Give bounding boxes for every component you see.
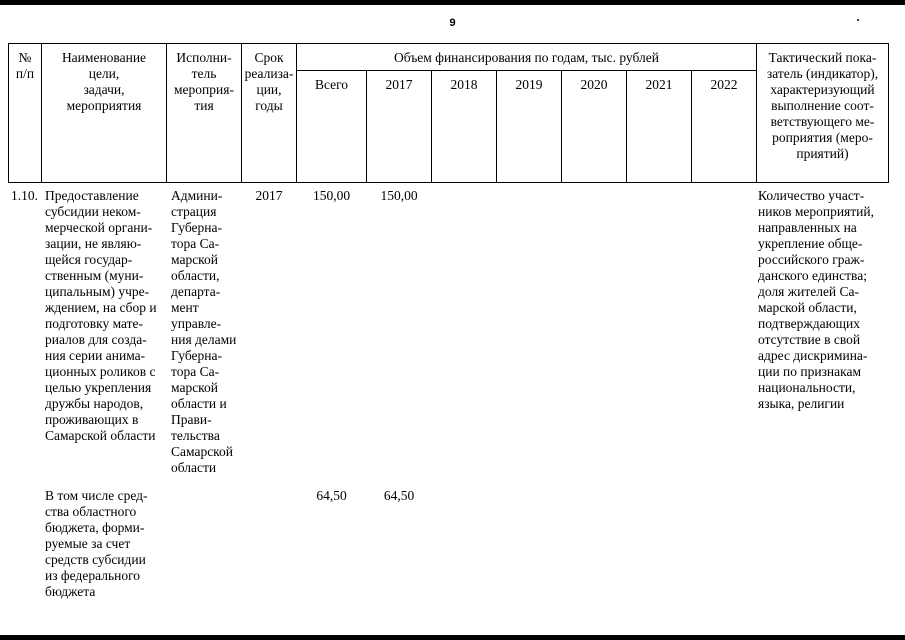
header-2022: 2022 bbox=[710, 77, 738, 92]
header-2021: 2021 bbox=[645, 77, 673, 92]
subrow-name: В том числе сред- ства областного бюджета, форми- руемые за счет средств субсидии из федерального бюджета bbox=[45, 488, 148, 599]
header-term: Срок реализа- ции, годы bbox=[244, 50, 294, 113]
row-name: Предоставление субсидии неком- мерческой органи- зации, не являю- щейся государ- ственным (муни- ципальным) учре- ждением, на сбор и подготовку мате- риалов для созда- ния серии анима- ционных роликов с целью укрепления дружбы народов, проживающих в Самарской области bbox=[45, 188, 157, 443]
row-indicator: Количество участ- ников мероприятий, направленных на укрепление обще- российского граж- данского единства; доля жителей Са- марской области, подтверждающих отсутствие в свой адрес дискримина- ции по признакам национальности, языка, религии bbox=[758, 188, 874, 411]
scan-top-border bbox=[0, 0, 905, 5]
scan-bottom-border bbox=[0, 635, 905, 640]
header-2019: 2019 bbox=[515, 77, 543, 92]
header-funding-group: Объем финансирования по годам, тыс. рублей bbox=[394, 50, 659, 65]
row-executor: Админи- страция Губерна- тора Са- марской области, департа- мент управле- ния делами Губерна- тора Са- марской области и Прави- тельства Самарской области bbox=[171, 188, 237, 475]
page-number: 9 bbox=[449, 17, 456, 29]
funding-subheader-line bbox=[296, 70, 756, 71]
header-executor: Исполни- тель мероприя- тия bbox=[174, 50, 234, 113]
header-2017: 2017 bbox=[385, 77, 413, 92]
header-num: № п/п bbox=[15, 50, 35, 81]
subrow-total: 64,50 bbox=[316, 488, 347, 503]
row-total: 150,00 bbox=[312, 188, 351, 203]
row-2017: 150,00 bbox=[380, 188, 418, 203]
header-2020: 2020 bbox=[580, 77, 608, 92]
subrow-2017: 64,50 bbox=[383, 488, 415, 503]
row-num: 1.10. bbox=[11, 188, 38, 203]
header-total: Всего bbox=[314, 77, 349, 92]
header-2018: 2018 bbox=[450, 77, 478, 92]
row-term: 2017 bbox=[255, 188, 283, 203]
header-name: Наименование цели, задачи, мероприятия bbox=[61, 50, 147, 113]
header-indicator: Тактический пока- затель (индикатор), характеризующий выполнение соот- ветствующего ме- роприятия (меро- приятий) bbox=[766, 50, 879, 161]
